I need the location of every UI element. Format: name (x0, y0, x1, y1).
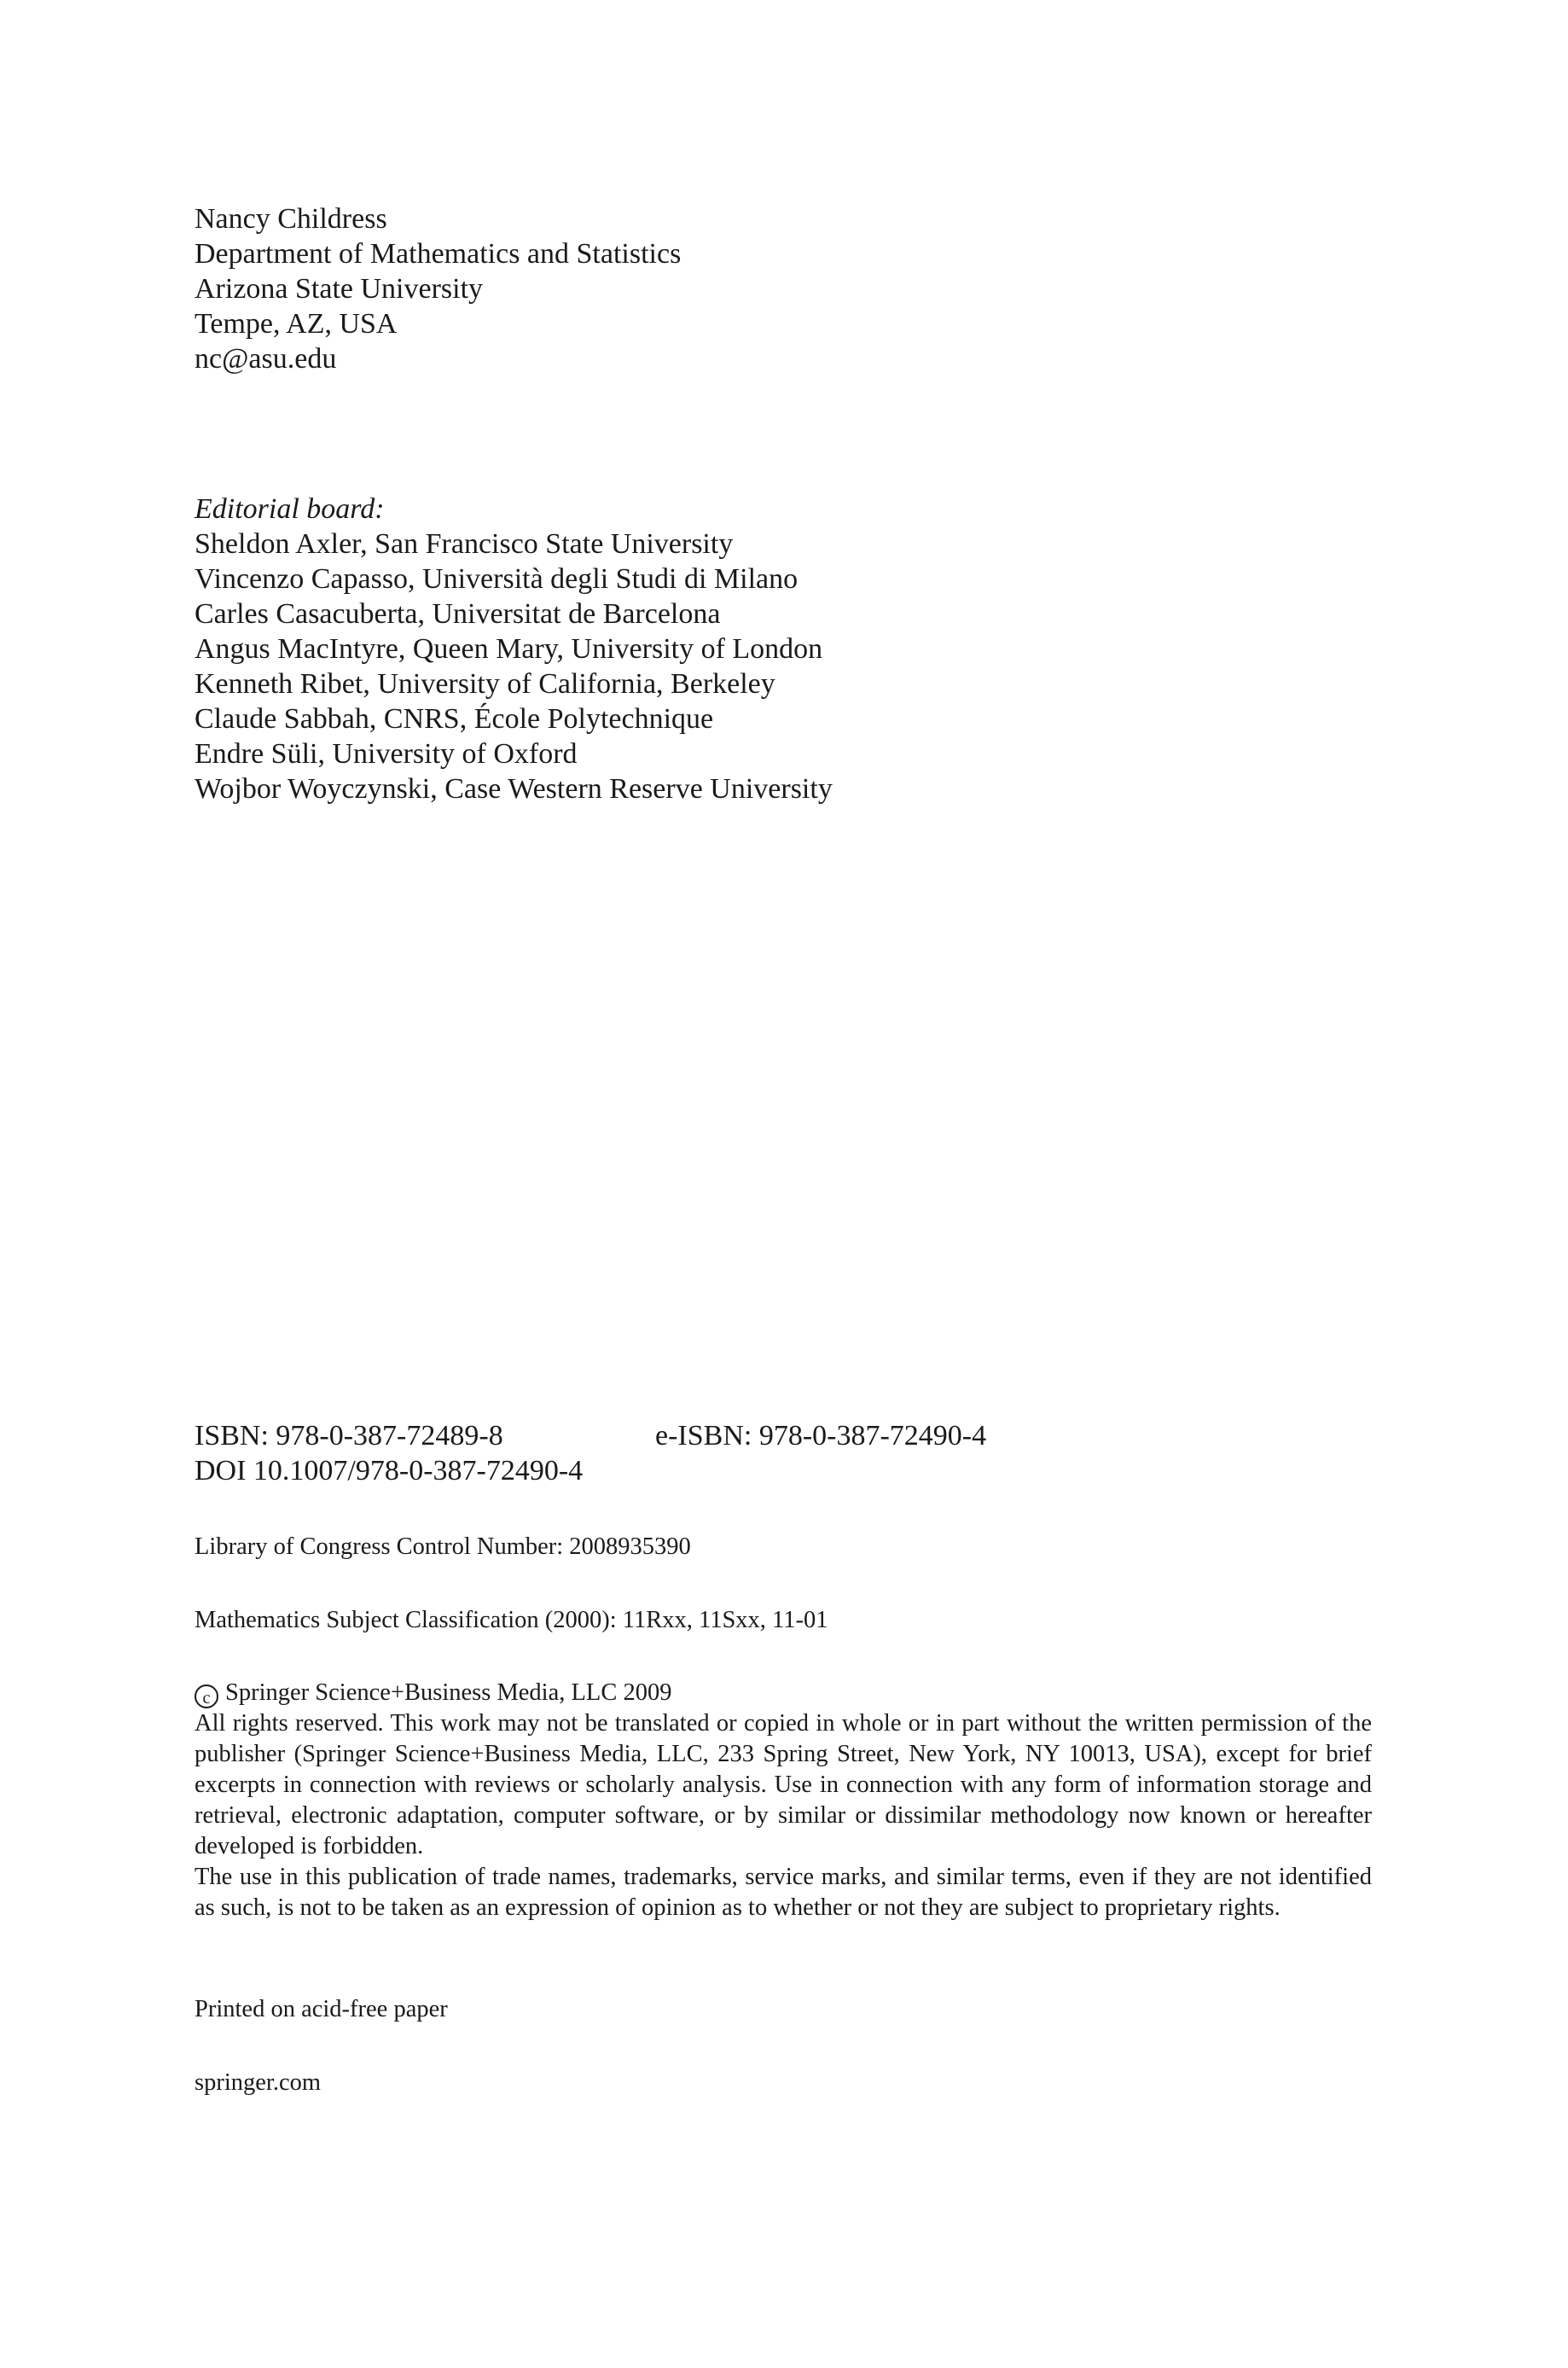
board-member: Endre Süli, University of Oxford (195, 738, 578, 770)
isbn-row (195, 1418, 1372, 1453)
msc-text: Mathematics Subject Classification (2000): 11Rxx, 11Sxx, 11-01 (195, 1607, 828, 1633)
copyright-line (195, 1678, 1372, 1708)
author-university: Arizona State University (195, 273, 484, 305)
board-member: Wojbor Woyczynski, Case Western Reserve University (195, 773, 833, 805)
editorial-board-heading: Editorial board: (195, 493, 385, 525)
trademark-paragraph: The use in this publication of trade names, trademarks, service marks, and similar terms, even if they are not identified as such, is not to be taken as an expression of opinion as to whether or not they are subject to proprietary rights. (195, 1864, 1372, 1921)
board-member: Angus MacIntyre, Queen Mary, University of London (195, 633, 823, 665)
website (195, 2068, 321, 2097)
board-member: Vincenzo Capasso, Università degli Studi di Milano (195, 563, 799, 595)
board-member: Kenneth Ribet, University of California, Berkeley (195, 668, 775, 700)
paper-note-text: Printed on acid-free paper (195, 1996, 448, 2022)
board-member: Claude Sabbah, CNRS, École Polytechnique (195, 703, 714, 735)
editorial-board (195, 492, 833, 806)
lccn (195, 1533, 691, 1562)
paper-note (195, 1995, 448, 2024)
copyright-section (195, 1678, 1372, 1923)
doi: DOI 10.1007/978-0-387-72490-4 (195, 1455, 584, 1487)
board-member: Carles Casacuberta, Universitat de Barcelona (195, 598, 721, 630)
website-text: springer.com (195, 2069, 322, 2096)
author-name: Nancy Childress (195, 203, 387, 235)
author-location: Tempe, AZ, USA (195, 308, 398, 340)
msc (195, 1606, 828, 1635)
isbn: ISBN: 978-0-387-72489-8 (195, 1420, 503, 1452)
copyright-holder: Springer Science+Business Media, LLC 2009 (225, 1679, 672, 1706)
isbn-section (195, 1418, 1372, 1488)
rights-paragraph: All rights reserved. This work may not be translated or copied in whole or in part without the written permission of the publisher (Springer Science+Business Media, LLC, 233 Spring Street, New York, NY 10013, USA), except for brief excerpts in connection with reviews or scholarly analysis. Use in connection with any form of information storage and retrieval, electronic adaptation, computer software, or by similar or dissimilar methodology now known or hereafter developed is forbidden. (195, 1710, 1372, 1859)
copyright-icon: c (195, 1684, 218, 1708)
author-department: Department of Mathematics and Statistics (195, 238, 682, 270)
author-email: nc@asu.edu (195, 343, 337, 375)
board-member: Sheldon Axler, San Francisco State University (195, 528, 734, 560)
author-address (195, 201, 681, 376)
e-isbn: e-ISBN: 978-0-387-72490-4 (655, 1420, 987, 1452)
lccn-text: Library of Congress Control Number: 2008935390 (195, 1533, 691, 1560)
